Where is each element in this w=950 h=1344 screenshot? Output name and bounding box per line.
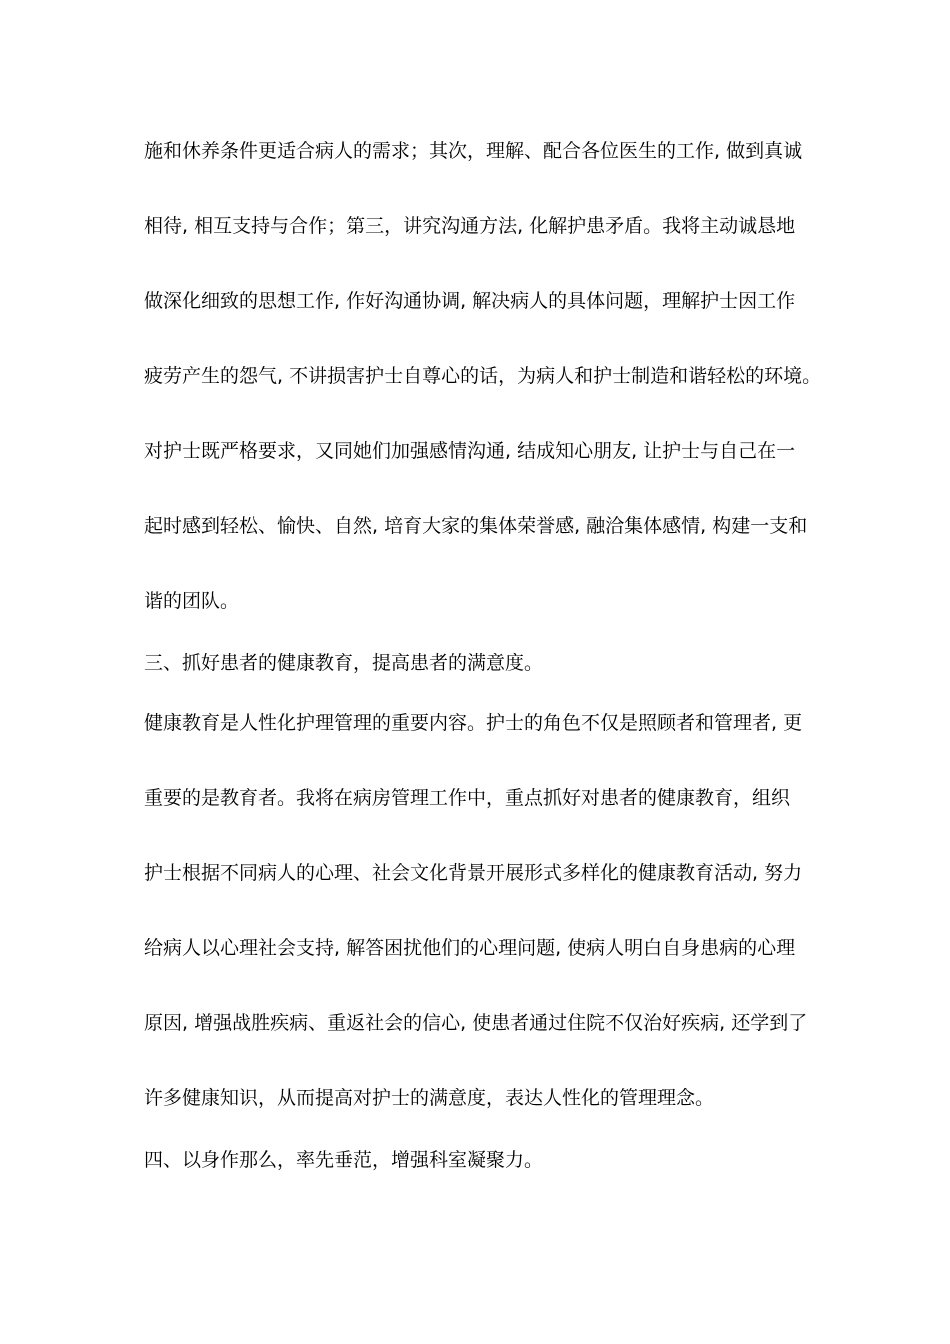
paragraph-line: 重要的是教育者。我将在病房管理工作中，重点抓好对患者的健康教育，组织 — [144, 787, 791, 809]
paragraph-line: 做深化细致的思想工作, 作好沟通协调, 解决病人的具体问题，理解护士因工作 — [144, 290, 796, 312]
paragraph-line: 谐的团队。 — [144, 590, 240, 612]
paragraph-line: 健康教育是人性化护理管理的重要内容。护士的角色不仅是照顾者和管理者, 更 — [144, 712, 803, 734]
paragraph-line: 施和休养条件更适合病人的需求；其次，理解、配合各位医生的工作, 做到真诚 — [144, 140, 803, 162]
paragraph-line: 护士根据不同病人的心理、社会文化背景开展形式多样化的健康教育活动, 努力 — [144, 862, 803, 884]
paragraph-line: 许多健康知识，从而提高对护士的满意度，表达人性化的管理理念。 — [144, 1087, 715, 1109]
paragraph-line: 疲劳产生的怨气, 不讲损害护士自尊心的话，为病人和护士制造和谐轻松的环境。 — [144, 365, 822, 387]
paragraph-line: 对护士既严格要求，又同她们加强感情沟通, 结成知心朋友, 让护士与自己在一 — [144, 440, 796, 462]
paragraph-line: 原因, 增强战胜疾病、重返社会的信心, 使患者通过住院不仅治好疾病, 还学到了 — [144, 1012, 808, 1034]
section-heading: 四、以身作那么，率先垂范，增强科室凝聚力。 — [144, 1149, 544, 1171]
paragraph-line: 起时感到轻松、愉快、自然, 培育大家的集体荣誉感, 融洽集体感情, 构建一支和 — [144, 515, 808, 537]
paragraph-line: 给病人以心理社会支持, 解答困扰他们的心理问题, 使病人明白自身患病的心理 — [144, 937, 796, 959]
paragraph-line: 相待, 相互支持与合作；第三，讲究沟通方法, 化解护患矛盾。我将主动诚恳地 — [144, 215, 796, 237]
section-heading: 三、抓好患者的健康教育，提高患者的满意度。 — [144, 652, 544, 674]
